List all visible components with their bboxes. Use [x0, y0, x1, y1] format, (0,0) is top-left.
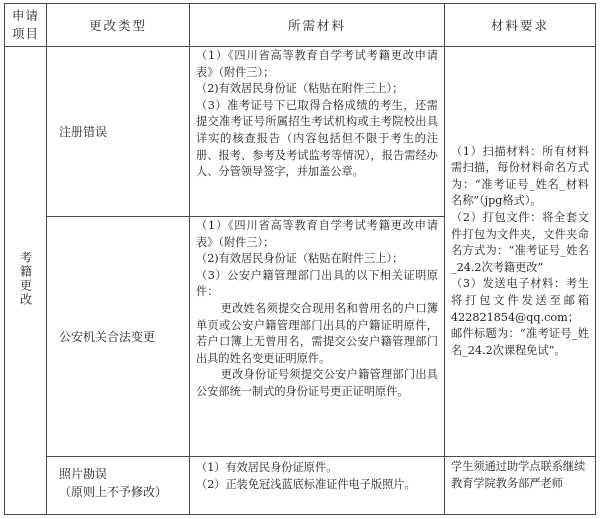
- requirements-cell: [445, 457, 596, 515]
- header-requirements: 材料要求: [445, 4, 596, 47]
- material-item: （1）《四川省高等教育自学考试考籍更改申请表》（附件三）；: [196, 49, 438, 79]
- materials-cell: [190, 457, 445, 515]
- category-cell: [5, 47, 47, 515]
- header-change-type: 更改类型: [47, 4, 190, 47]
- material-item: 更改身份证号须提交公安户籍管理部门出具公安部统一制式的身份证号更正证明原件。: [196, 368, 438, 398]
- material-item: （2）正装免冠浅蓝底标准证件电子版照片。: [196, 477, 416, 491]
- change-type-cell: [47, 457, 190, 515]
- material-item: （1）有效居民身份证原件。: [196, 461, 338, 474]
- table-header-row: [5, 4, 596, 47]
- materials-cell: [190, 217, 445, 457]
- table-row: [5, 47, 596, 217]
- change-type-label: 照片勘误: [59, 467, 108, 481]
- header-apply-item: 申请 项目: [5, 4, 47, 47]
- header-materials: 所需材料: [190, 4, 445, 47]
- change-type-cell: [47, 217, 190, 457]
- materials-cell: [190, 47, 445, 217]
- requirement-item: （1）扫描材料：所有材料需扫描，每份材料命名方式为：“准考证号_姓名_材料名称”（jpg格式）。: [451, 144, 589, 208]
- material-item: （2)有效居民身份证（粘贴在附件三上）；: [196, 252, 404, 266]
- requirement-item: 学生须通过助学点联系继续教育学院教务部严老师: [451, 460, 586, 490]
- table-row: [5, 457, 596, 515]
- category-label: 考籍更改: [18, 250, 33, 307]
- material-item: （3）准考证号下已取得合格成绩的考生，还需提交准考证号所属招生考试机构或主考院校出具详实的核查报告（内容包括但不限于考生的注册、报考、参考及考试监考等情况），报告需经办人、分管领导签字，并加盖公章。: [196, 98, 438, 179]
- change-type-note: （原则上不予修改）: [59, 485, 168, 499]
- material-item: 更改姓名须提交合现用名和曾用名的户口簿单页或公安户籍管理部门出具的户籍证明原件，若户口簿上无曾用名，需提交公安户籍管理部门出具的姓名变更证明原件。: [196, 301, 438, 365]
- material-item: （2)有效居民身份证（粘贴在附件三上）；: [196, 82, 404, 96]
- material-item: （3）公安户籍管理部门出具的以下相关证明原件：: [196, 268, 438, 299]
- requirement-item: （3）发送电子材料：考生将打包文件发送至邮箱422821854@qq.com；邮件标题为：“准考证号_姓名_24.2次课程免试”。: [451, 277, 589, 357]
- change-type-label: 公安机关合法变更: [59, 330, 156, 344]
- material-item: （1）《四川省高等教育自学考试考籍更改申请表》（附件三）；: [196, 219, 438, 249]
- change-type-label: 注册错误: [59, 125, 108, 139]
- change-type-cell: [47, 47, 190, 217]
- requirement-item: （2）打包文件：将全套文件打包为文件夹，文件夹命名方式为：“准考证号_姓名_24.2次考籍更改”: [451, 211, 589, 274]
- requirements-table: [4, 3, 596, 515]
- requirements-cell: [445, 47, 596, 457]
